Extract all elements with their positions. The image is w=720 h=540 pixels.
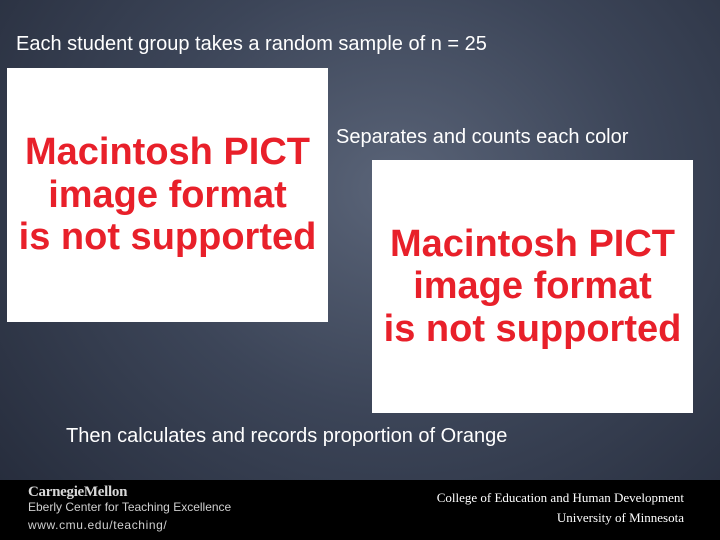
slide-text-calculate: Then calculates and records proportion of Orange — [66, 425, 508, 447]
placeholder-line: Macintosh PICT — [24, 131, 311, 174]
unsupported-image-placeholder — [7, 68, 328, 322]
university-name: University of Minnesota — [556, 510, 684, 525]
placeholder-line: image format — [48, 173, 287, 216]
cmu-logo: CarnegieMellon — [28, 484, 128, 500]
slide-text-separate: Separates and counts each color — [336, 126, 629, 148]
college-credit — [437, 488, 684, 528]
cmu-url: www.cmu.edu/teaching/ — [28, 518, 168, 532]
college-name: College of Education and Human Development — [436, 490, 684, 505]
placeholder-line: is not supported — [18, 216, 317, 259]
slide-text-sample: Each student group takes a random sample of n = 25 — [16, 33, 487, 55]
placeholder-line: image format — [413, 265, 652, 308]
eberly-center-name: Eberly Center for Teaching Excellence — [28, 500, 232, 514]
unsupported-image-placeholder — [372, 160, 693, 413]
placeholder-line: is not supported — [383, 307, 682, 350]
placeholder-line: Macintosh PICT — [389, 222, 676, 265]
